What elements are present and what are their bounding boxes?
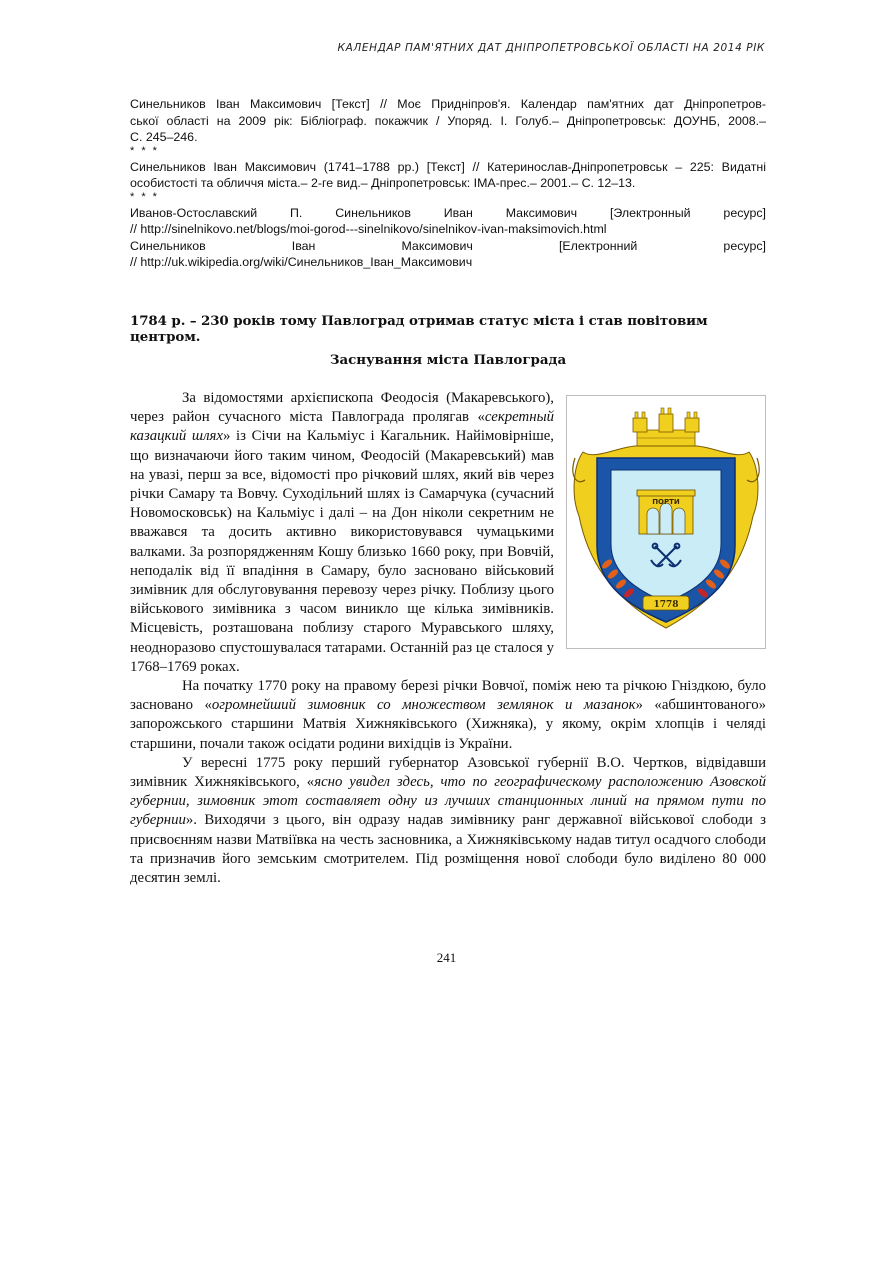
reference-url: // http://uk.wikipedia.org/wiki/Синельников_Іван_Максимович (130, 255, 473, 269)
article-body (130, 389, 766, 888)
reference-text-line: Синельников Іван Максимович [Текст] // Моє Придніпров'я. Календар пам'ятних дат Дніпропетров- (130, 97, 766, 111)
reference-text-line: Синельников Іван Максимович [Електронний ресурс] (130, 238, 766, 253)
reference-text-line: ської області на 2009 рік: Бібліограф. покажчик / Упоряд. І. Голуб.– Дніпропетровськ: ДОУНБ, 2008.– (130, 113, 766, 128)
reference-text-line: Иванов-Остославский П. Синельников Иван Максимович [Электронный ресурс] (130, 205, 766, 220)
reference-item (130, 205, 766, 238)
crest-year: 1778 (653, 600, 679, 610)
paragraph: За відомостями архієпископа Феодосія (Макаревського), через район сучасного міста Павлограда пролягав «секретный казацкий шлях» із Січи на Кальміус і Кагальник. Найімовірніше, що визначаючи його таким чином, Феодосій (Макаревський) мав на увазі, перш за все, відомості про річковий шлях, який вів через річки Самару та Вовчу. Суходільний шлях із Самарчука (сучасний Новомосковськ) на Кальміус і далі – на Дон ніколи секретним не вважався та досить активно використовувався чумацькими валками. За розпорядженням Кошу близько 1660 року, при Вовчій, неподалік від її впадіння в Самару, було засновано військовий зимівник для обслуговування перевозу через річку. Поблизу цього військового зимівника з часом виникло ще кілька зимівників. Місцевість, розташована поблизу старого Муравського шляху, неодноразово спустошувалася татарами. Останній раз це сталося у 1768–1769 роках. (130, 390, 554, 675)
reference-text-line: С. 245–246. (130, 130, 198, 144)
svg-text:ПОРТИ: ПОРТИ (652, 498, 680, 506)
reference-url: // http://sinelnikovo.net/blogs/moi-gorod---sinelnikovo/sinelnikov-ivan-maksimovich.html (130, 222, 607, 236)
page-number: 241 (436, 950, 457, 965)
reference-separator: * * * (130, 190, 159, 203)
reference-text-line: Синельников Іван Максимович (1741–1788 рр.) [Текст] // Катеринослав-Дніпропетровськ – 225: Видатні (130, 159, 766, 174)
running-header: КАЛЕНДАР ПАМ'ЯТНИХ ДАТ ДНІПРОПЕТРОВСЬКОЇ ОБЛАСТІ НА 2014 РІК (337, 42, 765, 54)
coat-of-arms-icon (567, 396, 765, 648)
crown-icon (633, 408, 699, 446)
section-title: Заснування міста Павлограда (329, 352, 567, 368)
reference-list (130, 96, 766, 271)
reference-item (130, 238, 766, 271)
reference-separator: * * * (130, 144, 159, 157)
event-heading: 1784 р. – 230 років тому Павлоград отримав статус міста і став повітовим центром. (130, 313, 708, 345)
reference-item (130, 96, 766, 146)
gate-icon (637, 490, 695, 534)
paragraph: На початку 1770 року на правому березі річки Вовчої, поміж нею та річкою Гніздкою, було засновано «огромнейший зимовник со множеством землянок и мазанок» «абшинтованого» запорожського старшини Матвія Хижняківського (Хижняка), у якому, окрім хлопців і челяді старшини, почали також осідати родини вихідців із України. (130, 678, 766, 752)
coat-of-arms-image (566, 395, 766, 649)
reference-item (130, 159, 766, 192)
reference-text-line: особистості та обличчя міста.– 2-ге вид.– Дніпропетровськ: ІМА-прес.– 2001.– С. 12–13. (130, 176, 636, 190)
paragraph: У вересні 1775 року перший губернатор Азовської губернії В.О. Чертков, відвідавши зимівник Хижняківського, «ясно увидел здесь, что по географическому расположению Азовской губернии, зимовник этот составляет одну из лучших станционных линий на прямом пути по губернии». Виходячи з цього, він одразу надав зимівнику ранг державної військової слободи з присвоєнням назви Матвіївка на честь засновника, а Хижняківському надав титул осадчого слободи та призначив його земським смотрителем. Під розміщення нової слободи було виділено 80 000 десятин землі. (130, 754, 766, 887)
